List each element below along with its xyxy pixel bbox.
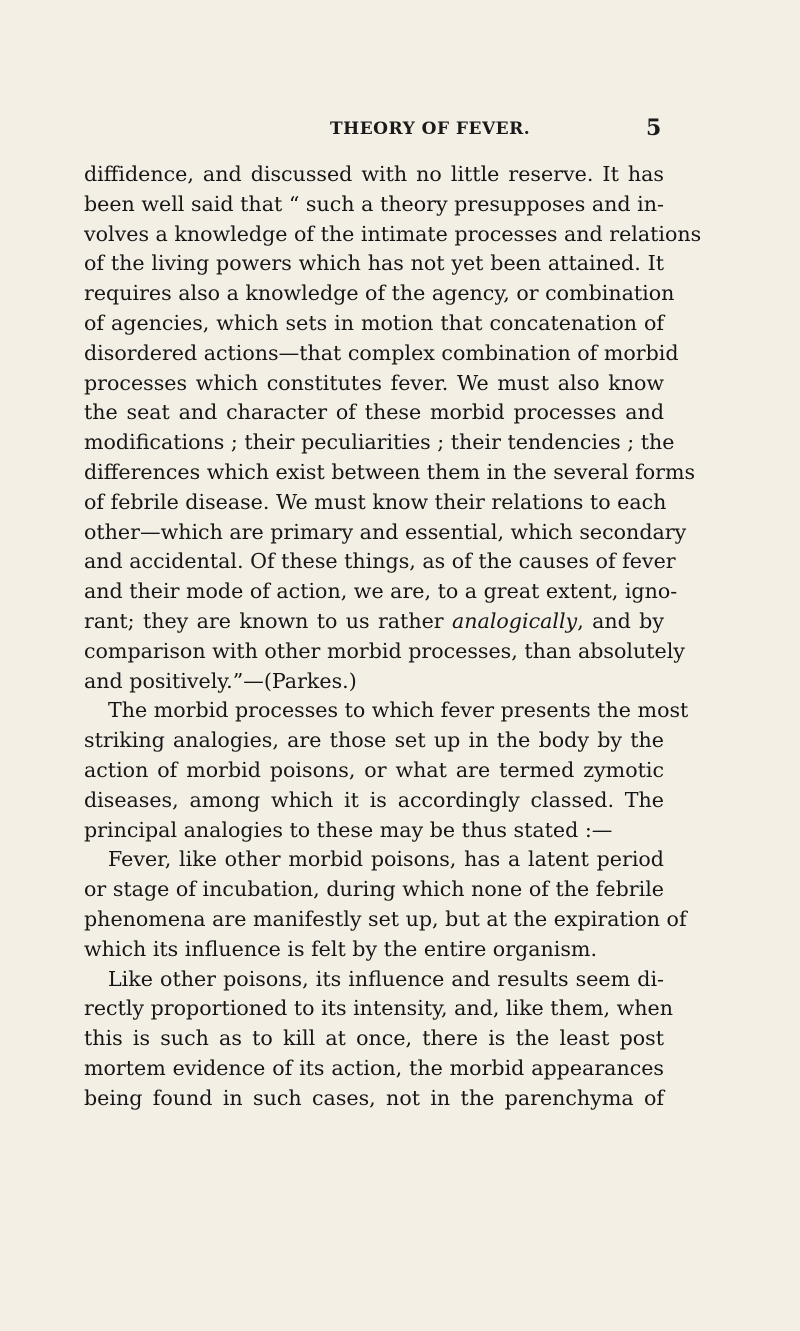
text-line: the seat and character of these morbid processes and xyxy=(84,400,664,425)
paragraph xyxy=(84,965,673,1114)
paragraph xyxy=(84,160,702,696)
text-line: Like other poisons, its influence and results seem di- xyxy=(108,966,664,991)
text-line: rant; they are known to us rather analogically, and by xyxy=(84,608,665,633)
text-line: disordered actions—that complex combination of morbid xyxy=(84,340,679,365)
text-line: differences which exist between them in the several forms xyxy=(84,459,696,484)
text-line: of febrile disease. We must know their relations to each xyxy=(84,489,667,514)
paragraph xyxy=(84,845,687,964)
text-line: rectly proportioned to its intensity, and, like them, when xyxy=(84,996,673,1021)
text-line: other—which are primary and essential, which secondary xyxy=(84,519,687,544)
text-line: principal analogies to these may be thus stated :— xyxy=(84,817,613,842)
text-line: requires also a knowledge of the agency, or combination xyxy=(84,281,675,306)
text-line: or stage of incubation, during which none of the febrile xyxy=(84,877,664,902)
text-line: been well said that “ such a theory presupposes and in- xyxy=(84,191,664,216)
text-line: this is such as to kill at once, there is the least post xyxy=(84,1026,664,1051)
text-line: phenomena are manifestly set up, but at the expiration of xyxy=(84,906,687,931)
running-head xyxy=(0,115,800,145)
text-line: The morbid processes to which fever presents the most xyxy=(108,698,689,723)
text-line: and their mode of action, we are, to a great extent, igno- xyxy=(84,579,678,604)
paragraph xyxy=(84,696,689,845)
running-title: THEORY OF FEVER. xyxy=(330,119,531,139)
text-line: Fever, like other morbid poisons, has a latent period xyxy=(108,847,664,872)
body-text xyxy=(84,160,702,1114)
text-line: which its influence is felt by the entire organism. xyxy=(84,936,598,961)
text-line: comparison with other morbid processes, than absolutely xyxy=(84,638,685,663)
text-line: processes which constitutes fever. We must also know xyxy=(84,370,664,395)
text-line: action of morbid poisons, or what are termed zymotic xyxy=(84,757,664,782)
text-line: and accidental. Of these things, as of the causes of fever xyxy=(84,549,676,574)
text-line: of the living powers which has not yet been attained. It xyxy=(84,251,664,276)
text-line: striking analogies, are those set up in the body by the xyxy=(84,728,664,753)
text-line: mortem evidence of its action, the morbid appearances xyxy=(84,1055,664,1080)
text-line: and positively.”—(Parkes.) xyxy=(84,668,357,693)
text-line: diffidence, and discussed with no little reserve. It has xyxy=(84,162,664,186)
text-line: of agencies, which sets in motion that concatenation of xyxy=(84,310,664,335)
text-line: being found in such cases, not in the parenchyma of xyxy=(84,1085,664,1110)
page-number: 5 xyxy=(646,115,662,141)
text-line: modifications ; their peculiarities ; their tendencies ; the xyxy=(84,430,675,455)
text-line: volves a knowledge of the intimate processes and relations xyxy=(84,221,702,246)
text-line: diseases, among which it is accordingly classed. The xyxy=(84,787,664,812)
